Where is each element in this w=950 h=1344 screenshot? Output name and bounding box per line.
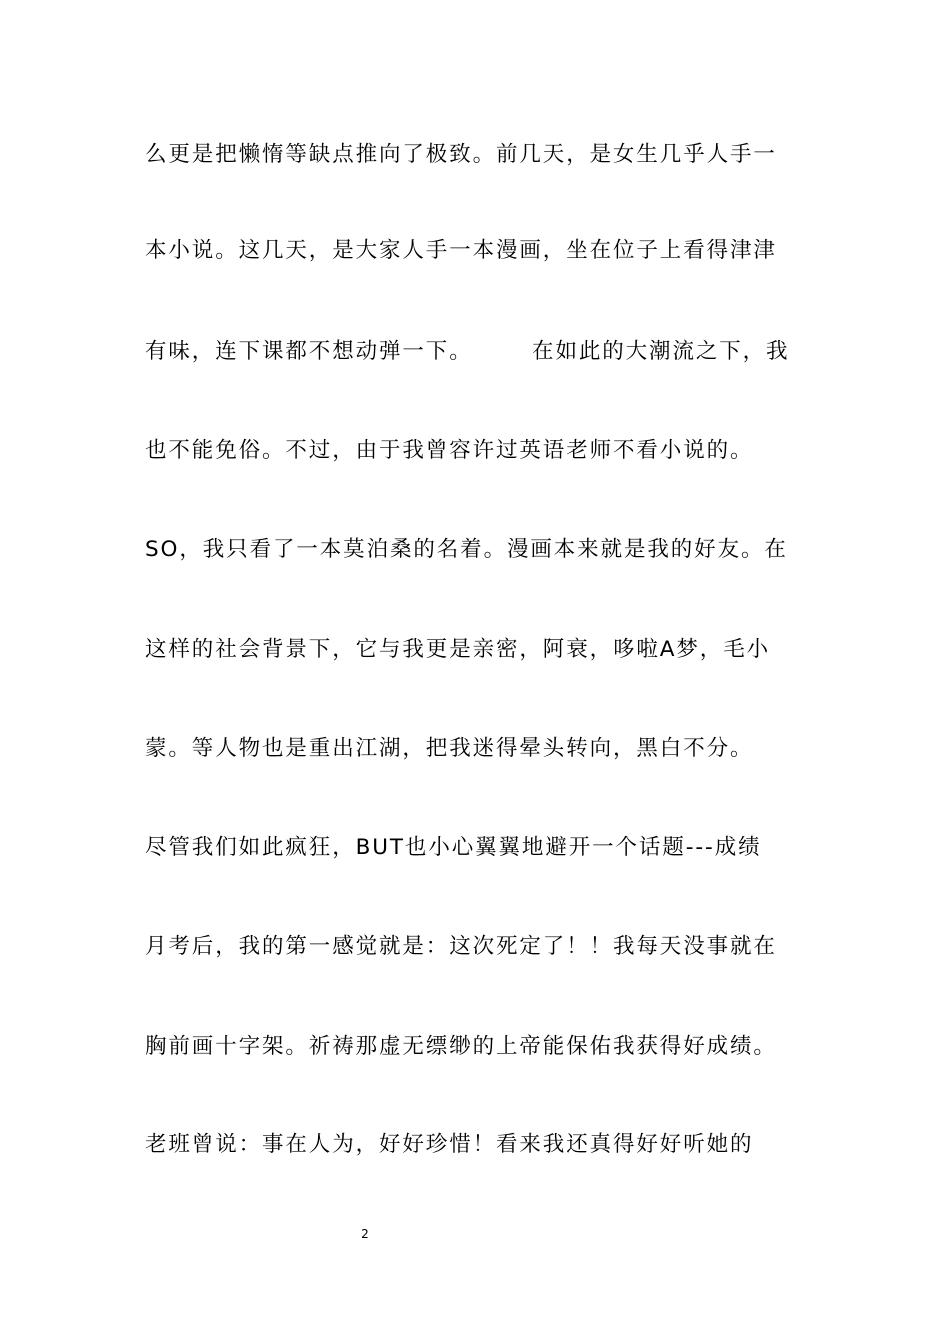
text-line: SO，我只看了一本莫泊桑的名着。漫画本来就是我的好友。在 [145, 537, 788, 562]
text-line: 么更是把懒惰等缺点推向了极致。前几天，是女生几乎人手一 [145, 142, 777, 167]
page-number: 2 [361, 1227, 369, 1241]
text-line: 这样的社会背景下，它与我更是亲密，阿衰，哆啦A梦，毛小 [145, 637, 771, 662]
text-line: 胸前画十字架。祈祷那虚无缥缈的上帝能保佑我获得好成绩。 [145, 1034, 777, 1059]
text-line: 月考后，我的第一感觉就是：这次死定了！！我每天没事就在 [145, 934, 777, 959]
text-line: 本小说。这几天，是大家人手一本漫画，坐在位子上看得津津 [145, 238, 777, 263]
text-line: 蒙。等人物也是重出江湖，把我迷得晕头转向，黑白不分。 [145, 736, 754, 761]
text-line: 也不能免俗。不过，由于我曾容许过英语老师不看小说的。 [145, 438, 754, 463]
text-line: 尽管我们如此疯狂，BUT也小心翼翼地避开一个话题---成绩 [145, 835, 762, 860]
text-line: 有味，连下课都不想动弹一下。 在如此的大潮流之下，我 [145, 339, 790, 364]
text-line: 老班曾说：事在人为，好好珍惜！看来我还真得好好听她的 [145, 1132, 754, 1157]
